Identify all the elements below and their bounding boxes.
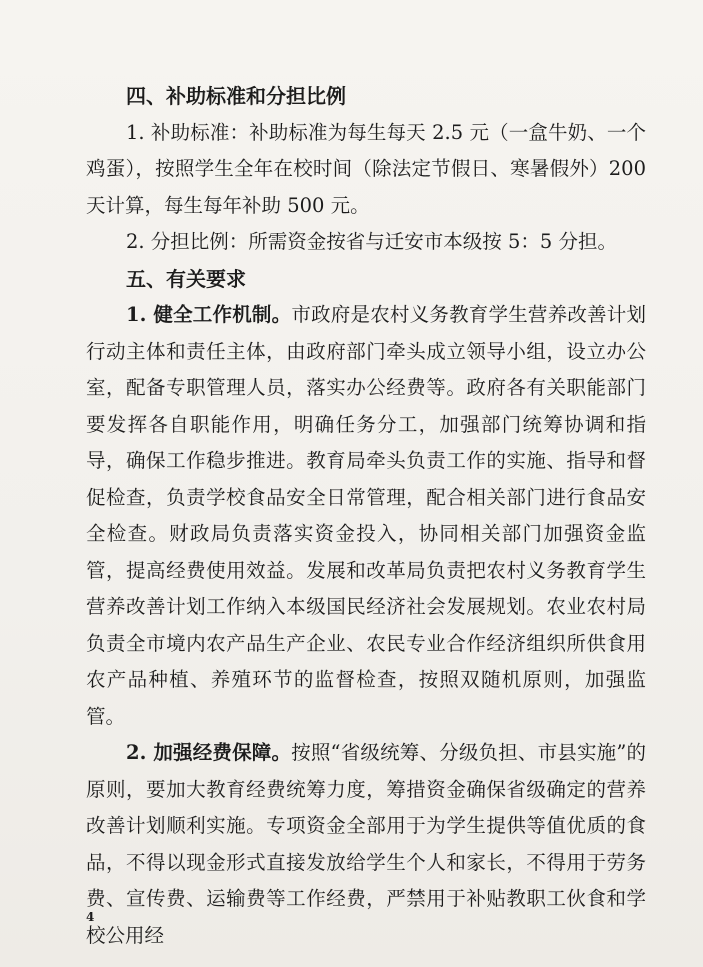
paragraph-lead: 1. 健全工作机制。: [126, 303, 292, 326]
paragraph-subsidy-standard: 1. 补助标准：补助标准为每生每天 2.5 元（一盒牛奶、一个鸡蛋），按照学生全年在校时间（除法定节假日、寒暑假外）200 天计算，每生每年补助 500 元。: [86, 120, 646, 217]
paragraph-lead: 2. 加强经费保障。: [126, 741, 292, 764]
page-number: 4: [86, 910, 95, 924]
paragraph-text: 市政府是农村义务教育学生营养改善计划行动主体和责任主体，由政府部门牵头成立领导小组，设立办公室，配备专职管理人员，落实办公经费等。政府各有关职能部门要发挥各自职能作用，明确任务分工，加强部门统筹协调和指导，确保工作稳步推进。教育局牵头负责工作的实施、指导和督促检查，负责学校食品安全日常管理，配合相关部门进行食品安全检查。财政局负责落实资金投入，协同相关部门加强资金监管，提高经费使用效益。发展和改革局负责把农村义务教育学生营养改善计划工作纳入本级国民经济社会发展规划。农业农村局负责全市境内农产品生产企业、农民专业合作经济组织所供食用农产品种植、养殖环节的监督检查，按照双随机原则，加强监管。: [86, 303, 646, 728]
paragraph-work-mechanism: [86, 297, 646, 735]
paragraph-cost-sharing: 2. 分担比例：所需资金按省与迁安市本级按 5：5 分担。: [126, 230, 618, 253]
section-heading-subsidy: 四、补助标准和分担比例: [126, 84, 346, 108]
section-heading-requirements: 五、有关要求: [126, 266, 246, 291]
paragraph-funding-guarantee: [86, 735, 646, 954]
document-body: [86, 78, 646, 954]
paragraph-text: 按照“省级统筹、分级负担、市县实施”的原则，要加大教育经费统筹力度，筹措资金确保省级确定的营养改善计划顺利实施。专项资金全部用于为学生提供等值优质的食品，不得以现金形式直接发放给学生个人和家长，不得用于劳务费、宣传费、运输费等工作经费，严禁用于补贴教职工伙食和学校公用经: [86, 741, 646, 947]
